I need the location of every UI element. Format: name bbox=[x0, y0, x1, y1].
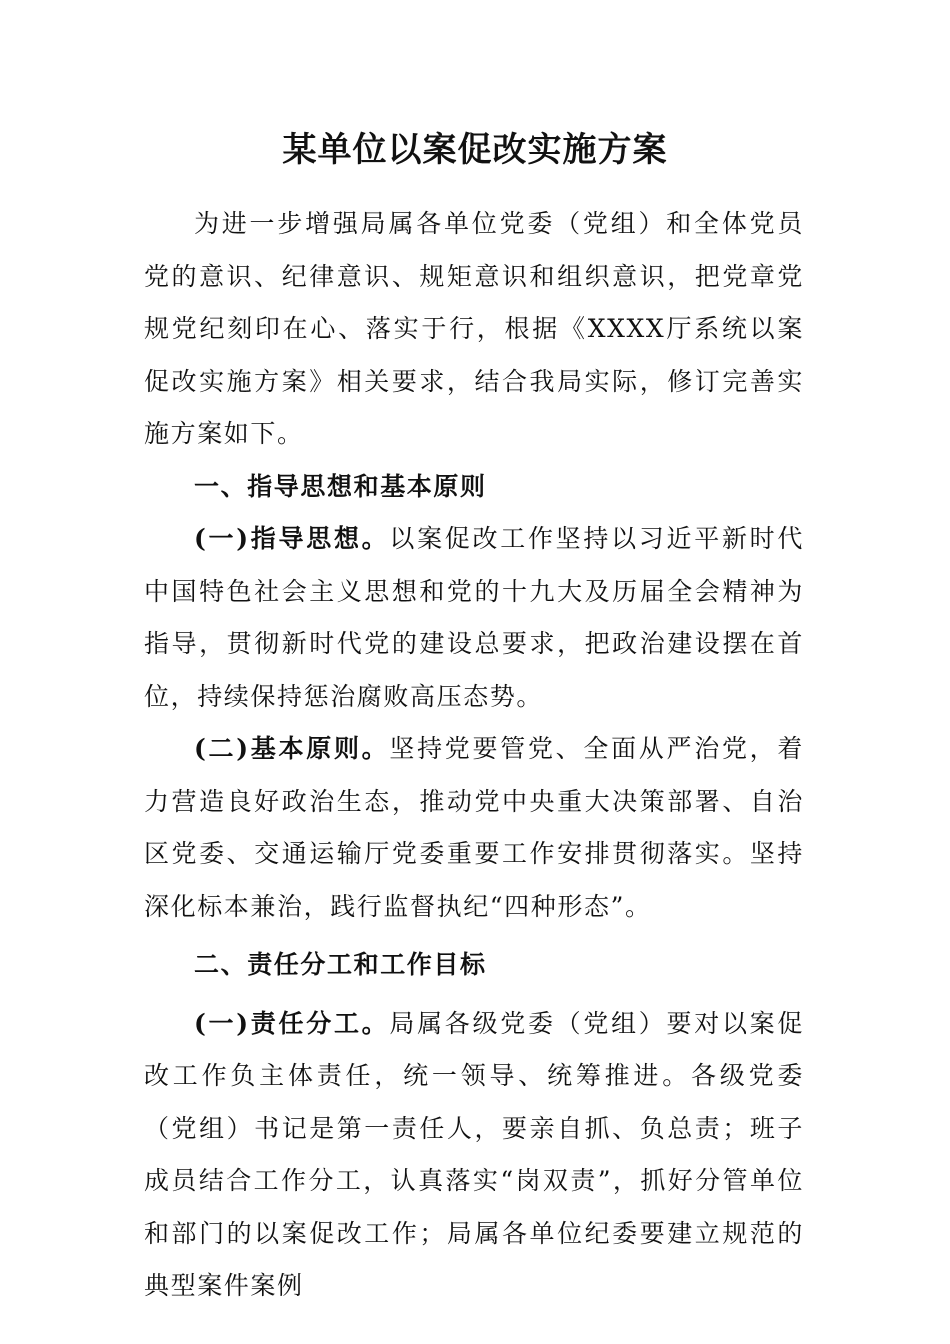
document-title: 某单位以案促改实施方案 bbox=[282, 130, 668, 170]
section-1-item-2-lead: (二)基本原则。 bbox=[194, 734, 390, 763]
section-1-heading: 一、指导思想和基本原则 bbox=[194, 471, 487, 501]
section-1-item-2-paragraph bbox=[144, 723, 804, 933]
section-1-item-1-text: 以案促改工作坚持以习近平新时代中国特色社会主义思想和党的十九大及历届全会精神为指导，贯彻新时代党的建设总要求，把政治建设摆在首位，持续保持惩治腐败高压态势。 bbox=[144, 524, 804, 711]
section-1-item-1-paragraph bbox=[144, 513, 804, 723]
section-2-item-1-text: 局属各级党委（党组）要对以案促改工作负主体责任，统一领导、统筹推进。各级党委（党组）书记是第一责任人，要亲自抓、负总责；班子成员结合工作分工，认真落实“岗双责”，抓好分管单位和部门的以案促改工作；局属各单位纪委要建立规范的典型案件案例 bbox=[144, 1008, 804, 1300]
document-body bbox=[144, 198, 804, 1313]
section-2-heading: 二、责任分工和工作目标 bbox=[194, 950, 487, 979]
section-2-item-1-paragraph bbox=[144, 998, 804, 1313]
section-1-item-1-lead: (一)指导思想。 bbox=[194, 524, 390, 553]
section-1-item-2-text: 坚持党要管党、全面从严治党，着力营造良好政治生态，推动党中央重大决策部署、自治区党委、交通运输厅党委重要工作安排贯彻落实。坚持深化标本兼治，践行监督执纪“四种形态”。 bbox=[144, 734, 804, 921]
section-2-item-1-lead: (一)责任分工。 bbox=[194, 1008, 390, 1038]
intro-paragraph: 为进一步增强局属各单位党委（党组）和全体党员党的意识、纪律意识、规矩意识和组织意识，把党章党规党纪刻印在心、落实于行，根据《XXXX厅系统以案促改实施方案》相关要求，结合我局实际，修订完善实施方案如下。 bbox=[144, 209, 804, 448]
